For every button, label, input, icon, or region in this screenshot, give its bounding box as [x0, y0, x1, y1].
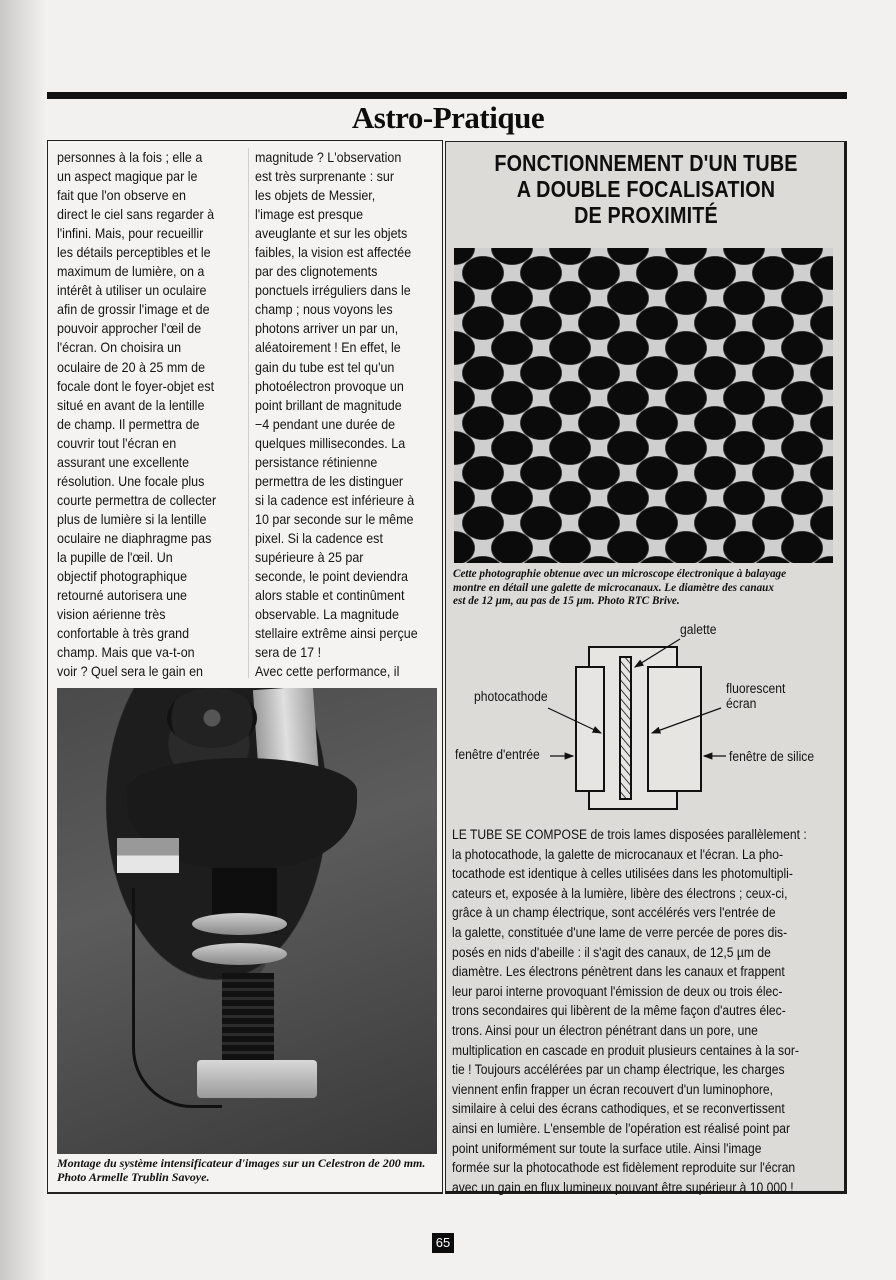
text-line: intérêt à utiliser un oculaire	[57, 283, 207, 299]
text-line: 10 par seconde sur le même	[255, 511, 414, 527]
text-line: trons. Ainsi pour un électron pénétrant dans un pore, une	[452, 1022, 758, 1038]
caption-line: montre en détail une galette de microcanaux. Le diamètre des canaux	[453, 581, 774, 594]
text-line: voir ? Quel sera le gain en	[57, 664, 203, 680]
text-line: magnitude ? L'observation	[255, 150, 402, 165]
caption-line: est de 12 µm, au pas de 15 µm. Photo RTC Brive.	[453, 595, 680, 607]
article-column-2	[255, 148, 430, 681]
text-line: l'écran. On choisira un	[57, 340, 182, 356]
text-line: l'infini. Mais, pour recueillir	[57, 226, 204, 242]
text-line: oculaire ne diaphragme pas	[57, 530, 212, 546]
text-line: sera de 17 !	[255, 645, 322, 661]
article-column-1	[57, 148, 232, 681]
text-line: quelques millisecondes. La	[255, 435, 406, 451]
text-line: stellaire extrême ainsi perçue	[255, 626, 418, 642]
microchannel-plate-photo	[454, 248, 833, 563]
tube-diagram-drawing	[448, 615, 848, 815]
text-line: multiplication en cascade en produit plusieurs centaines à la sor-	[452, 1042, 799, 1058]
text-line: point brillant de magnitude	[255, 397, 402, 413]
text-line: permettra de les distinguer	[255, 473, 404, 489]
text-line: la photocathode, la galette de microcanaux et l'écran. La pho-	[452, 846, 784, 862]
page-number: 65	[432, 1233, 454, 1253]
caption-line: Cette photographie obtenue avec un microscope électronique à balayage	[453, 568, 787, 580]
sidebar-title-line: A DOUBLE FOCALISATION	[516, 176, 776, 202]
section-title: Astro-Pratique	[351, 100, 545, 135]
text-line: retourné autorisera une	[57, 588, 188, 604]
text-line: afin de grossir l'image et de	[57, 302, 210, 318]
text-line: direct le ciel sans regarder à	[57, 207, 215, 223]
text-line: −4 pendant une durée de	[255, 416, 396, 432]
microchannel-photo-caption	[453, 568, 841, 609]
text-line: couvrir tout l'écran en	[57, 435, 177, 451]
text-line: observable. La magnitude	[255, 607, 399, 623]
text-line: pouvoir approcher l'œil de	[57, 321, 202, 337]
text-line: les détails perceptibles et le	[57, 245, 211, 261]
telescope-photo-caption: Montage du système intensificateur d'images sur un Celestron de 200 mm. Photo Armelle Trublin Savoye.	[57, 1156, 426, 1184]
text-line: focale dont le foyer-objet est	[57, 378, 215, 394]
sidebar-title-line: FONCTIONNEMENT D'UN TUBE	[494, 150, 798, 176]
text-line: similaire à celui des écrans cathodiques, et se reconvertissent	[452, 1101, 785, 1117]
text-line: résolution. Une focale plus	[57, 473, 205, 489]
sidebar-body-text	[452, 825, 847, 1197]
camera-lens-shape	[222, 973, 274, 1063]
page-binding-shadow	[0, 0, 46, 1280]
text-line: la pupille de l'œil. Un	[57, 549, 173, 565]
text-line: assurant une excellente	[57, 454, 190, 470]
text-line: Avec cette performance, il	[255, 664, 400, 680]
text-line: aléatoirement ! En effet, le	[255, 340, 401, 356]
text-line: leur paroi interne provoquant l'émission de deux ou trois élec-	[452, 983, 783, 999]
text-line: la galette, constituée d'une lame de verre percée de pores dis-	[452, 924, 788, 940]
text-line: diamètre. Les électrons pénètrent dans les canaux et frappent	[452, 964, 785, 980]
text-line: grâce à un champ électrique, sont accélérés vers l'entrée de	[452, 905, 776, 921]
text-line: l'image est presque	[255, 207, 364, 223]
label-fenetre-entree: fenêtre d'entrée	[455, 747, 540, 762]
text-line: situé en avant de la lentille	[57, 397, 205, 413]
text-line: seconde, le point deviendra	[255, 569, 408, 585]
text-line: personnes à la fois ; elle a	[57, 150, 203, 165]
text-line: pixel. Si la cadence est	[255, 530, 383, 546]
text-line: cateurs et, exposée à la lumière, libère des électrons ; ceux-ci,	[452, 885, 788, 901]
label-galette: galette	[680, 622, 717, 637]
text-line: vision aérienne très	[57, 607, 166, 623]
column-separator	[248, 148, 249, 678]
label-tag-shape	[117, 838, 179, 873]
text-line: persistance rétinienne	[255, 454, 378, 470]
text-line: faibles, la vision est affectée	[255, 245, 412, 261]
text-line: si la cadence est inférieure à	[255, 492, 415, 508]
tube-diagram	[448, 615, 848, 815]
telescope-intensifier-photo	[57, 688, 437, 1154]
text-line: tie ! Toujours accélérées par un champ électrique, les charges	[452, 1062, 785, 1078]
text-line: supérieure à 25 par	[255, 549, 364, 565]
sidebar-title	[473, 150, 819, 228]
text-line: un aspect magique par le	[57, 169, 198, 185]
text-line: objectif photographique	[57, 569, 188, 585]
text-line: oculaire de 20 à 25 mm de	[57, 359, 206, 375]
cable-shape	[132, 888, 222, 1108]
text-line: plus de lumière si la lentille	[57, 511, 207, 527]
text-line: gain du tube est tel qu'un	[255, 359, 395, 375]
label-fenetre-silice: fenêtre de silice	[729, 749, 815, 764]
text-line: point uniformément sur toute la surface utile. Ainsi l'image	[452, 1140, 762, 1156]
text-line: alors stable et continûment	[255, 588, 405, 604]
text-line: trons secondaires qui libèrent de la même façon d'autres élec-	[452, 1003, 786, 1019]
text-line: ainsi en lumière. L'ensemble de l'opération est réalisé point par	[452, 1120, 791, 1136]
text-line: photoélectron provoque un	[255, 378, 404, 394]
label-fluorescent: fluorescent	[726, 681, 786, 696]
text-line: maximum de lumière, on a	[57, 264, 205, 280]
text-line: champ ; nous voyons les	[255, 302, 393, 318]
text-line: les objets de Messier,	[255, 188, 376, 204]
text-line: est très surprenante : sur	[255, 169, 395, 185]
text-line: courte permettra de collecter	[57, 492, 217, 508]
text-line: avec un gain en flux lumineux pouvant être supérieur à 10 000 !	[452, 1179, 794, 1195]
text-line: de champ. Il permettra de	[57, 416, 200, 432]
header-rule	[47, 92, 847, 99]
sidebar-title-line: DE PROXIMITÉ	[574, 202, 718, 228]
text-line: tocathode est identique à celles utilisées dans les photomultipli-	[452, 866, 793, 882]
text-line: formée sur la photocathode est fidèlement reproduite sur l'écran	[452, 1160, 796, 1176]
setting-circle-shape	[167, 688, 257, 748]
text-line: posés en nids d'abeille : il s'agit des canaux, de 12,5 µm de	[452, 944, 771, 960]
text-line: fait que l'on observe en	[57, 188, 186, 204]
text-line: photons arriver un par un,	[255, 321, 399, 337]
text-line: LE TUBE SE COMPOSE de trois lames disposées parallèlement :	[452, 827, 807, 842]
text-line: aveuglante et sur les objets	[255, 226, 408, 242]
text-line: champ. Mais que va-t-on	[57, 645, 195, 661]
text-line: confortable à très grand	[57, 626, 190, 642]
text-line: ponctuels irréguliers dans le	[255, 283, 411, 299]
text-line: viennent enfin frapper un écran recouvert d'un luminophore,	[452, 1081, 773, 1097]
label-photocathode: photocathode	[474, 689, 548, 704]
label-ecran: écran	[726, 696, 757, 711]
text-line: par des clignotements	[255, 264, 378, 280]
